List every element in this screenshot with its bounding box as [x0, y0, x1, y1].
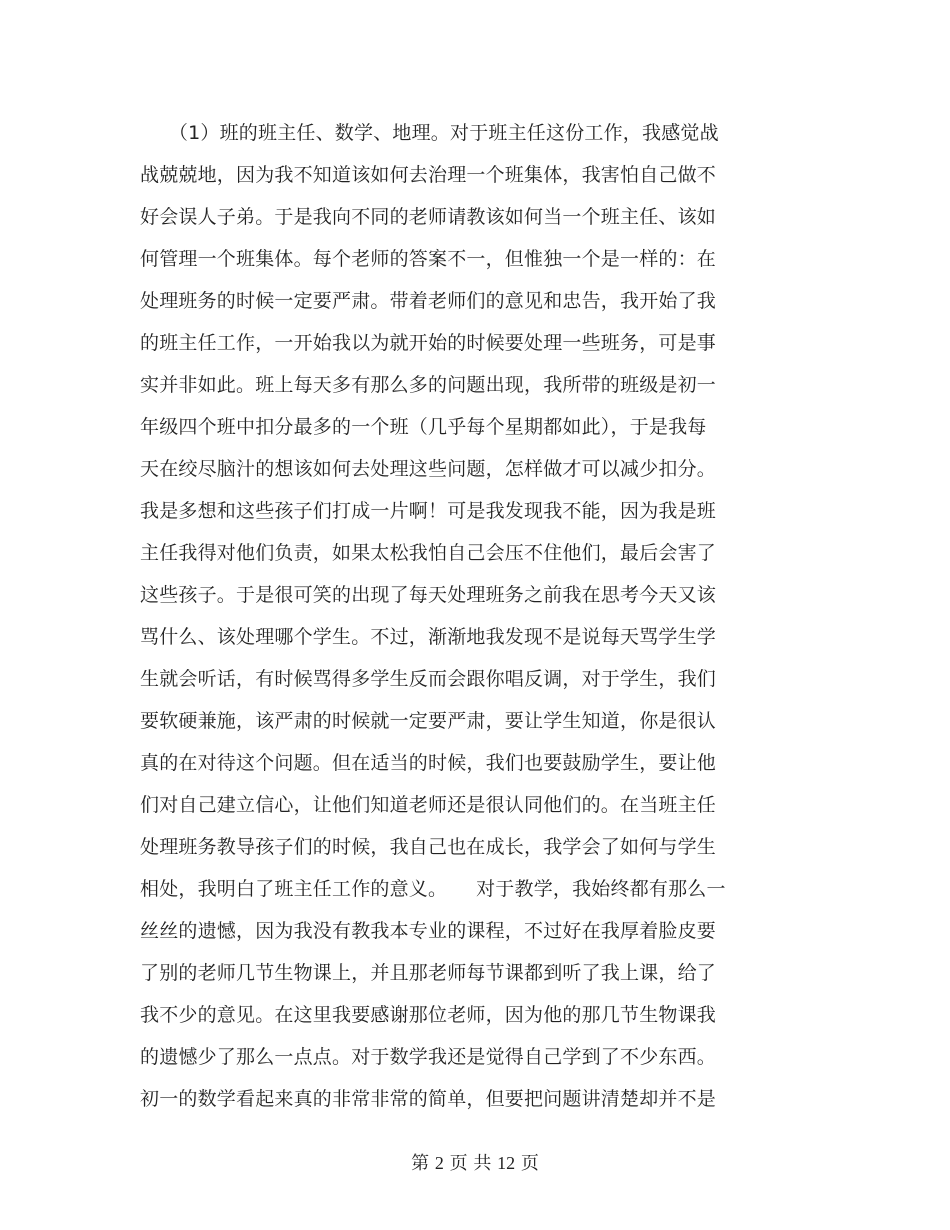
text-line: 丝丝的遗憾，因为我没有教我本专业的课程，不过好在我厚着脸皮要	[140, 920, 717, 942]
text-line: 的遗憾少了那么一点点。对于数学我还是觉得自己学到了不少东西。	[140, 1046, 717, 1068]
footer-suffix: 页	[520, 1153, 539, 1174]
text-line: 骂什么、该处理哪个学生。不过，渐渐地我发现不是说每天骂学生学	[140, 626, 717, 648]
text-line: 实并非如此。班上每天多有那么多的问题出现，我所带的班级是初一	[140, 374, 717, 396]
text-line: 我是多想和这些孩子们打成一片啊！可是我发现我不能，因为我是班	[140, 500, 717, 522]
text-line: 相处，我明白了班主任工作的意义。 对于教学，我始终都有那么一	[140, 878, 726, 900]
text-line: 这些孩子。于是很可笑的出现了每天处理班务之前我在思考今天又该	[140, 584, 717, 606]
text-line: 了别的老师几节生物课上，并且那老师每节课都到听了我上课，给了	[140, 962, 717, 984]
footer-middle: 页 共	[449, 1153, 492, 1174]
text-line: 生就会听话，有时候骂得多学生反而会跟你唱反调，对于学生，我们	[140, 668, 717, 690]
text-line: 处理班务教导孩子们的时候，我自己也在成长，我学会了如何与学生	[140, 836, 717, 858]
current-page-number: 2	[434, 1153, 444, 1173]
footer-prefix: 第	[411, 1153, 430, 1174]
text-line: 的班主任工作，一开始我以为就开始的时候要处理一些班务，可是事	[140, 332, 717, 354]
page-footer	[0, 1150, 950, 1177]
body-text	[140, 112, 780, 1120]
text-line: 战兢兢地，因为我不知道该如何去治理一个班集体，我害怕自己做不	[140, 164, 717, 186]
text-line: 处理班务的时候一定要严肃。带着老师们的意见和忠告，我开始了我	[140, 290, 717, 312]
text-line: 年级四个班中扣分最多的一个班（几乎每个星期都如此），于是我每	[140, 416, 707, 438]
text-line: 何管理一个班集体。每个老师的答案不一，但惟独一个是一样的：在	[140, 248, 717, 270]
text-line: 主任我得对他们负责，如果太松我怕自己会压不住他们，最后会害了	[140, 542, 717, 564]
total-page-count: 12	[497, 1153, 516, 1173]
text-line: 初一的数学看起来真的非常非常的简单，但要把问题讲清楚却并不是	[140, 1088, 717, 1110]
text-line: （1）班的班主任、数学、地理。对于班主任这份工作，我感觉战	[140, 122, 719, 144]
text-line: 我不少的意见。在这里我要感谢那位老师，因为他的那几节生物课我	[140, 1004, 717, 1026]
text-line: 们对自己建立信心，让他们知道老师还是很认同他们的。在当班主任	[140, 794, 717, 816]
text-line: 好会误人子弟。于是我向不同的老师请教该如何当一个班主任、该如	[140, 206, 717, 228]
text-line: 天在绞尽脑汁的想该如何去处理这些问题，怎样做才可以减少扣分。	[140, 458, 717, 480]
text-line: 真的在对待这个问题。但在适当的时候，我们也要鼓励学生，要让他	[140, 752, 717, 774]
text-line: 要软硬兼施，该严肃的时候就一定要严肃，要让学生知道，你是很认	[140, 710, 717, 732]
